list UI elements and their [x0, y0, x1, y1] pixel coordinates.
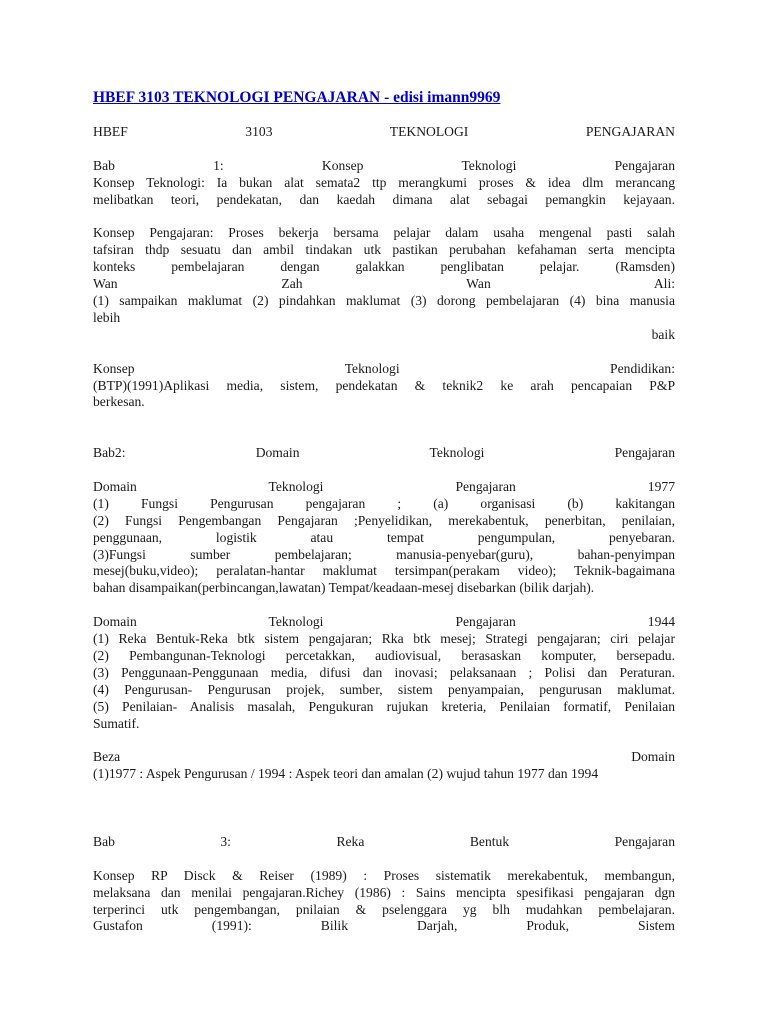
text-line: Domain Teknologi Pengajaran 1944 [93, 614, 675, 630]
text-line: Bab 1: Konsep Teknologi Pengajaran [93, 157, 675, 173]
text-line: terperinci utk pengembangan, pnilaian & pselenggara yg blh mudahkan pembelajaran. [93, 901, 675, 917]
text-line: Konsep Teknologi Pendidikan: [93, 360, 675, 376]
text-line: (1) Reka Bentuk-Reka btk sistem pengajaran; Rka btk mesej; Strategi pengajaran; ciri pelajar [93, 631, 675, 647]
text-line: Konsep Pengajaran: Proses bekerja bersama pelajar dalam usaha mengenal pasti salah [93, 225, 675, 241]
text-line: (5) Penilaian- Analisis masalah, Pengukuran rujukan kreteria, Penilaian formatif, Penilaian [93, 698, 675, 714]
heading-bab3 [93, 834, 675, 851]
text-line: Beza Domain [93, 749, 675, 765]
document-page [93, 88, 675, 952]
text-line: HBEF 3103 TEKNOLOGI PENGAJARAN [93, 124, 675, 139]
text-line: (2) Fungsi Pengembangan Pengajaran ;Penyelidikan, merekabentuk, penerbitan, penilaian, [93, 512, 675, 528]
text-line: Bab 3: Reka Bentuk Pengajaran [93, 833, 675, 849]
text-line: (4) Pengurusan- Pengurusan projek, sumber, sistem penyampaian, pengurusan maklumat. [93, 681, 675, 697]
text-line: baik [651, 326, 675, 342]
text-line: Sumatif. [93, 715, 140, 731]
text-line: lebih [93, 309, 121, 325]
heading-bab2 [93, 445, 675, 462]
text-line: (2) Pembangunan-Teknologi percetakkan, audiovisual, berasaskan komputer, bersepadu. [93, 647, 675, 663]
paragraph-bab1 [93, 158, 675, 209]
heading-course [93, 124, 675, 141]
spacer [93, 817, 675, 834]
document-title-link[interactable]: HBEF 3103 TEKNOLOGI PENGAJARAN - edisi imann9969 [93, 89, 501, 106]
paragraph-beza-domain [93, 749, 675, 783]
text-line: mesej(buku,video); peralatan-hantar maklumat tersimpan(perakam video); Teknik-bagaimana [93, 563, 675, 579]
text-line: (3) Penggunaan-Penggunaan media, difusi dan inovasi; pelaksanaan ; Polisi dan Peraturan. [93, 664, 675, 680]
paragraph-domain-1977 [93, 479, 675, 597]
spacer [93, 800, 675, 817]
paragraph-konsep-pengajaran [93, 225, 675, 343]
text-line: berkesan. [93, 394, 145, 410]
text-line: (BTP)(1991)Aplikasi media, sistem, pendekatan & teknik2 ke arah pencapaian P&P [93, 377, 675, 393]
text-line: (3)Fungsi sumber pembelajaran; manusia-penyebar(guru), bahan-penyimpan [93, 546, 675, 562]
text-line: Konsep Teknologi: Ia bukan alat semata2 ttp merangkumi proses & idea dlm merancang [93, 174, 675, 190]
text-line: konteks pembelajaran dengan galakkan penglibatan pelajar. (Ramsden) [93, 259, 675, 275]
text-line: Bab2: Domain Teknologi Pengajaran [93, 445, 675, 461]
text-line: Konsep RP Disck & Reiser (1989) : Proses sistematik merekabentuk, membangun, [93, 867, 675, 883]
text-line: penggunaan, logistik atau tempat pengumpulan, penyebaran. [93, 529, 675, 545]
spacer [93, 428, 675, 445]
text-line: (1) Fungsi Pengurusan pengajaran ; (a) organisasi (b) kakitangan [93, 495, 675, 511]
paragraph-konsep-rp [93, 868, 675, 936]
text-line: Domain Teknologi Pengajaran 1977 [93, 478, 675, 494]
text-line: melaksana dan menilai pengajaran.Richey (1986) : Sains mencipta spesifikasi pengajaran dgn [93, 884, 675, 900]
text-line: bahan disampaikan(perbincangan,lawatan) Tempat/keadaan-mesej disebarkan (bilik darjah). [93, 580, 595, 596]
text-line: Wan Zah Wan Ali: [93, 276, 675, 292]
text-line: Gustafon (1991): Bilik Darjah, Produk, Sistem [93, 918, 675, 934]
paragraph-domain-1944 [93, 614, 675, 732]
text-line: (1)1977 : Aspek Pengurusan / 1994 : Aspek teori dan amalan (2) wujud tahun 1977 dan 1994 [93, 766, 599, 782]
paragraph-konsep-teknologi-pendidikan [93, 361, 675, 412]
text-line: tafsiran thdp sesuatu dan ambil tindakan utk pastikan perubahan kefahaman serta mencipta [93, 242, 675, 258]
text-line: melibatkan teori, pendekatan, dan kaedah dimana alat sebagai pemangkin kejayaan. [93, 191, 675, 207]
text-line: (1) sampaikan maklumat (2) pindahkan maklumat (3) dorong pembelajaran (4) bina manusia [93, 293, 675, 309]
